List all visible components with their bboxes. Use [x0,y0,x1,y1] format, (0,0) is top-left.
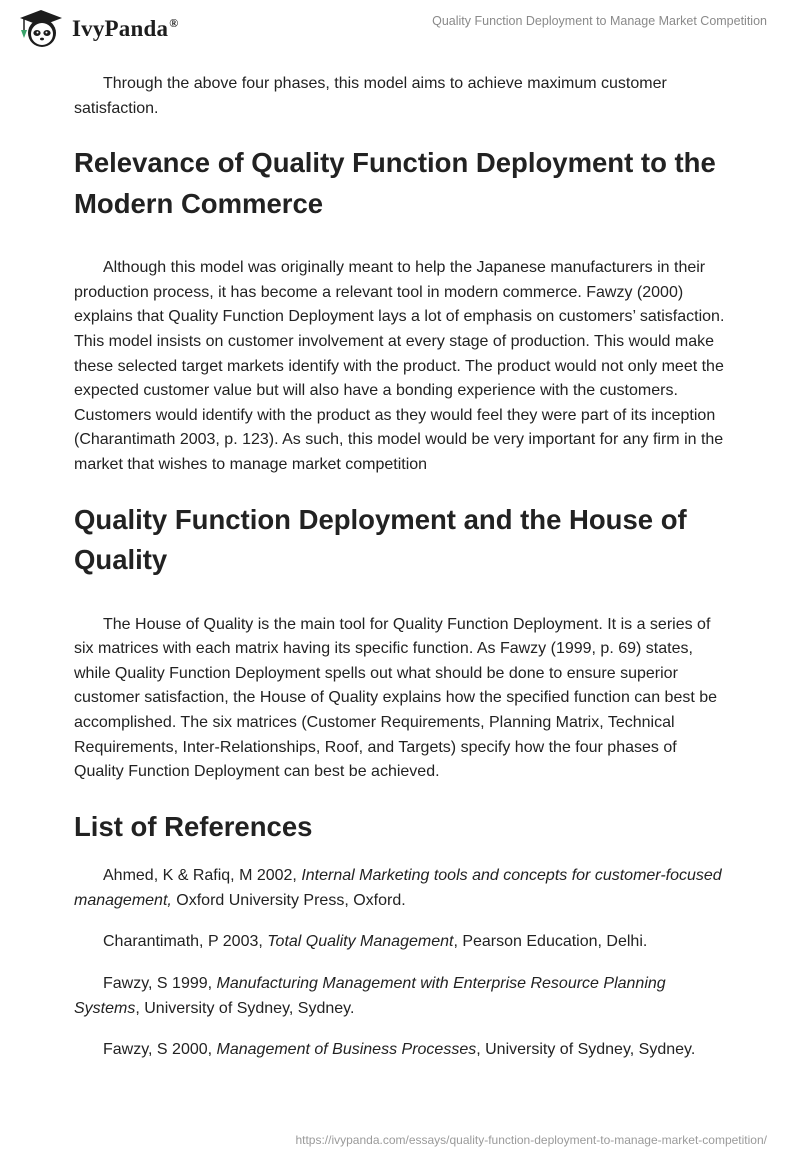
section-paragraph-house-of-quality: The House of Quality is the main tool for Quality Function Deployment. It is a series of six matrices with each matrix having its specific function. As Fawzy (1999, p. 69) states, while Quality Function Deployment spells out what should be done to ensure superior customer satisfaction, the House of Quality explains how the specified function can best be accomplished. The six matrices (Customer Requirements, Planning Matrix, Technical Requirements, Inter-Relationships, Roof, and Targets) specify how the four phases of Quality Function Deployment can best be achieved. [74,615,718,781]
panda-logo-icon [16,8,66,50]
reference-item: Fawzy, S 2000, Management of Business Processes, University of Sydney, Sydney. [103,1041,696,1059]
brand-logo[interactable] [16,8,178,50]
source-url-link[interactable]: https://ivypanda.com/essays/quality-function-deployment-to-manage-market-competition/ [295,1133,767,1147]
reference-item: Fawzy, S 1999, Manufacturing Management with Enterprise Resource Planning Systems, University of Sydney, Sydney. [74,974,666,1017]
references-heading: List of References [74,810,313,842]
reference-item: Charantimath, P 2003, Total Quality Management, Pearson Education, Delhi. [103,933,648,951]
page-header [0,0,800,60]
section-paragraph-relevance: Although this model was originally meant to help the Japanese manufacturers in their production process, it has become a relevant tool in modern commerce. Fawzy (2000) explains that Quality Function Deployment lays a lot of emphasis on customers’ satisfaction. This model insists on customer involvement at every stage of production. This would make these selected target markets identify with the product. The product would not only meet the expected customer value but will also have a bonding experience with the customers. Customers would identify with the product as they would feel they were part of its inception (Charantimath 2003, p. 123). As such, this model would be very important for any firm in the market that wishes to manage market competition [74,259,725,473]
section-heading-relevance: Relevance of Quality Function Deployment to the Modern Commerce [74,147,716,219]
brand-name: IvyPanda® [72,16,179,41]
intro-paragraph: Through the above four phases, this model aims to achieve maximum customer satisfaction. [74,75,667,117]
running-title: Quality Function Deployment to Manage Market Competition [432,14,767,28]
reference-item: Ahmed, K & Rafiq, M 2002, Internal Marketing tools and concepts for customer-focused management, Oxford University Press, Oxford. [74,867,722,909]
section-heading-house-of-quality: Quality Function Deployment and the House of Quality [74,503,687,576]
essay-content [74,72,728,1080]
